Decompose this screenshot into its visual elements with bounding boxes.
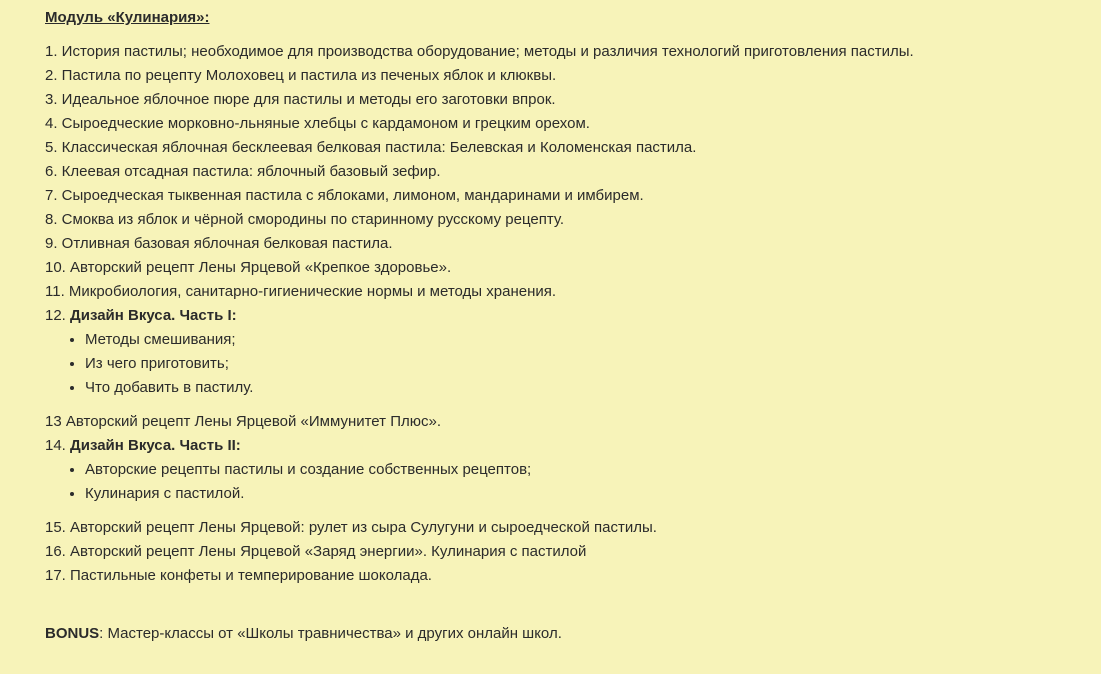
bullet-item: • Кулинария с пастилой. bbox=[85, 482, 1101, 506]
item-number: 14. bbox=[45, 437, 71, 454]
list-item: 15. Авторский рецепт Лены Ярцевой: рулет из сыра Сулугуни и сыроедческой пастилы. bbox=[45, 519, 657, 536]
bonus-text: : Мастер-классы от «Школы травничества» и других онлайн школ. bbox=[99, 625, 562, 642]
list-item: 11. Микробиология, санитарно-гигиенические нормы и методы хранения. bbox=[45, 283, 557, 300]
list-item: 13 Авторский рецепт Лены Ярцевой «Иммунитет Плюс». bbox=[45, 413, 441, 430]
list-item: 8. Смоква из яблок и чёрной смородины по старинному русскому рецепту. bbox=[45, 211, 565, 228]
spacer bbox=[45, 400, 1101, 410]
list-item: 7. Сыроедческая тыквенная пастила с яблоками, лимоном, мандаринами и имбирем. bbox=[45, 187, 644, 204]
bullet-item: • Из чего приготовить; bbox=[85, 352, 1101, 376]
module-title: Модуль «Кулинария»: bbox=[45, 9, 210, 26]
bullet-item: • Авторские рецепты пастилы и создание собственных рецептов; bbox=[85, 458, 1101, 482]
section-title: Дизайн Вкуса. Часть I: bbox=[70, 307, 237, 324]
list-item: 6. Клеевая отсадная пастила: яблочный базовый зефир. bbox=[45, 163, 441, 180]
spacer bbox=[45, 588, 1101, 622]
bullet-item: • Методы смешивания; bbox=[85, 328, 1101, 352]
section-title: Дизайн Вкуса. Часть II: bbox=[70, 437, 241, 454]
list-item: 1. История пастилы; необходимое для производства оборудование; методы и различия технологий приготовления пастилы. bbox=[45, 43, 914, 60]
sub-list-14 bbox=[45, 458, 1101, 506]
bonus-label: BONUS bbox=[45, 625, 100, 642]
spacer bbox=[45, 506, 1101, 516]
list-item-12 bbox=[45, 304, 1101, 328]
list-item: 3. Идеальное яблочное пюре для пастилы и методы его заготовки впрок. bbox=[45, 91, 556, 108]
bullet-item: • Что добавить в пастилу. bbox=[85, 376, 1101, 400]
sub-list-12 bbox=[45, 328, 1101, 400]
list-item: 9. Отливная базовая яблочная белковая пастила. bbox=[45, 235, 393, 252]
list-item: 2. Пастила по рецепту Молоховец и пастила из печеных яблок и клюквы. bbox=[45, 67, 557, 84]
bonus-line bbox=[45, 622, 1101, 646]
lesson-list-a bbox=[45, 40, 1101, 304]
list-item-14 bbox=[45, 434, 1101, 458]
list-item: 5. Классическая яблочная бесклеевая белковая пастила: Белевская и Коломенская пастила. bbox=[45, 139, 697, 156]
lesson-list-b bbox=[45, 516, 1101, 588]
item-number: 12. bbox=[45, 307, 71, 324]
list-item: 10. Авторский рецепт Лены Ярцевой «Крепкое здоровье». bbox=[45, 259, 452, 276]
list-item: 4. Сыроедческие морковно-льняные хлебцы с кардамоном и грецким орехом. bbox=[45, 115, 590, 132]
list-item: 17. Пастильные конфеты и темперирование шоколада. bbox=[45, 567, 432, 584]
list-item: 16. Авторский рецепт Лены Ярцевой «Заряд энергии». Кулинария с пастилой bbox=[45, 543, 587, 560]
